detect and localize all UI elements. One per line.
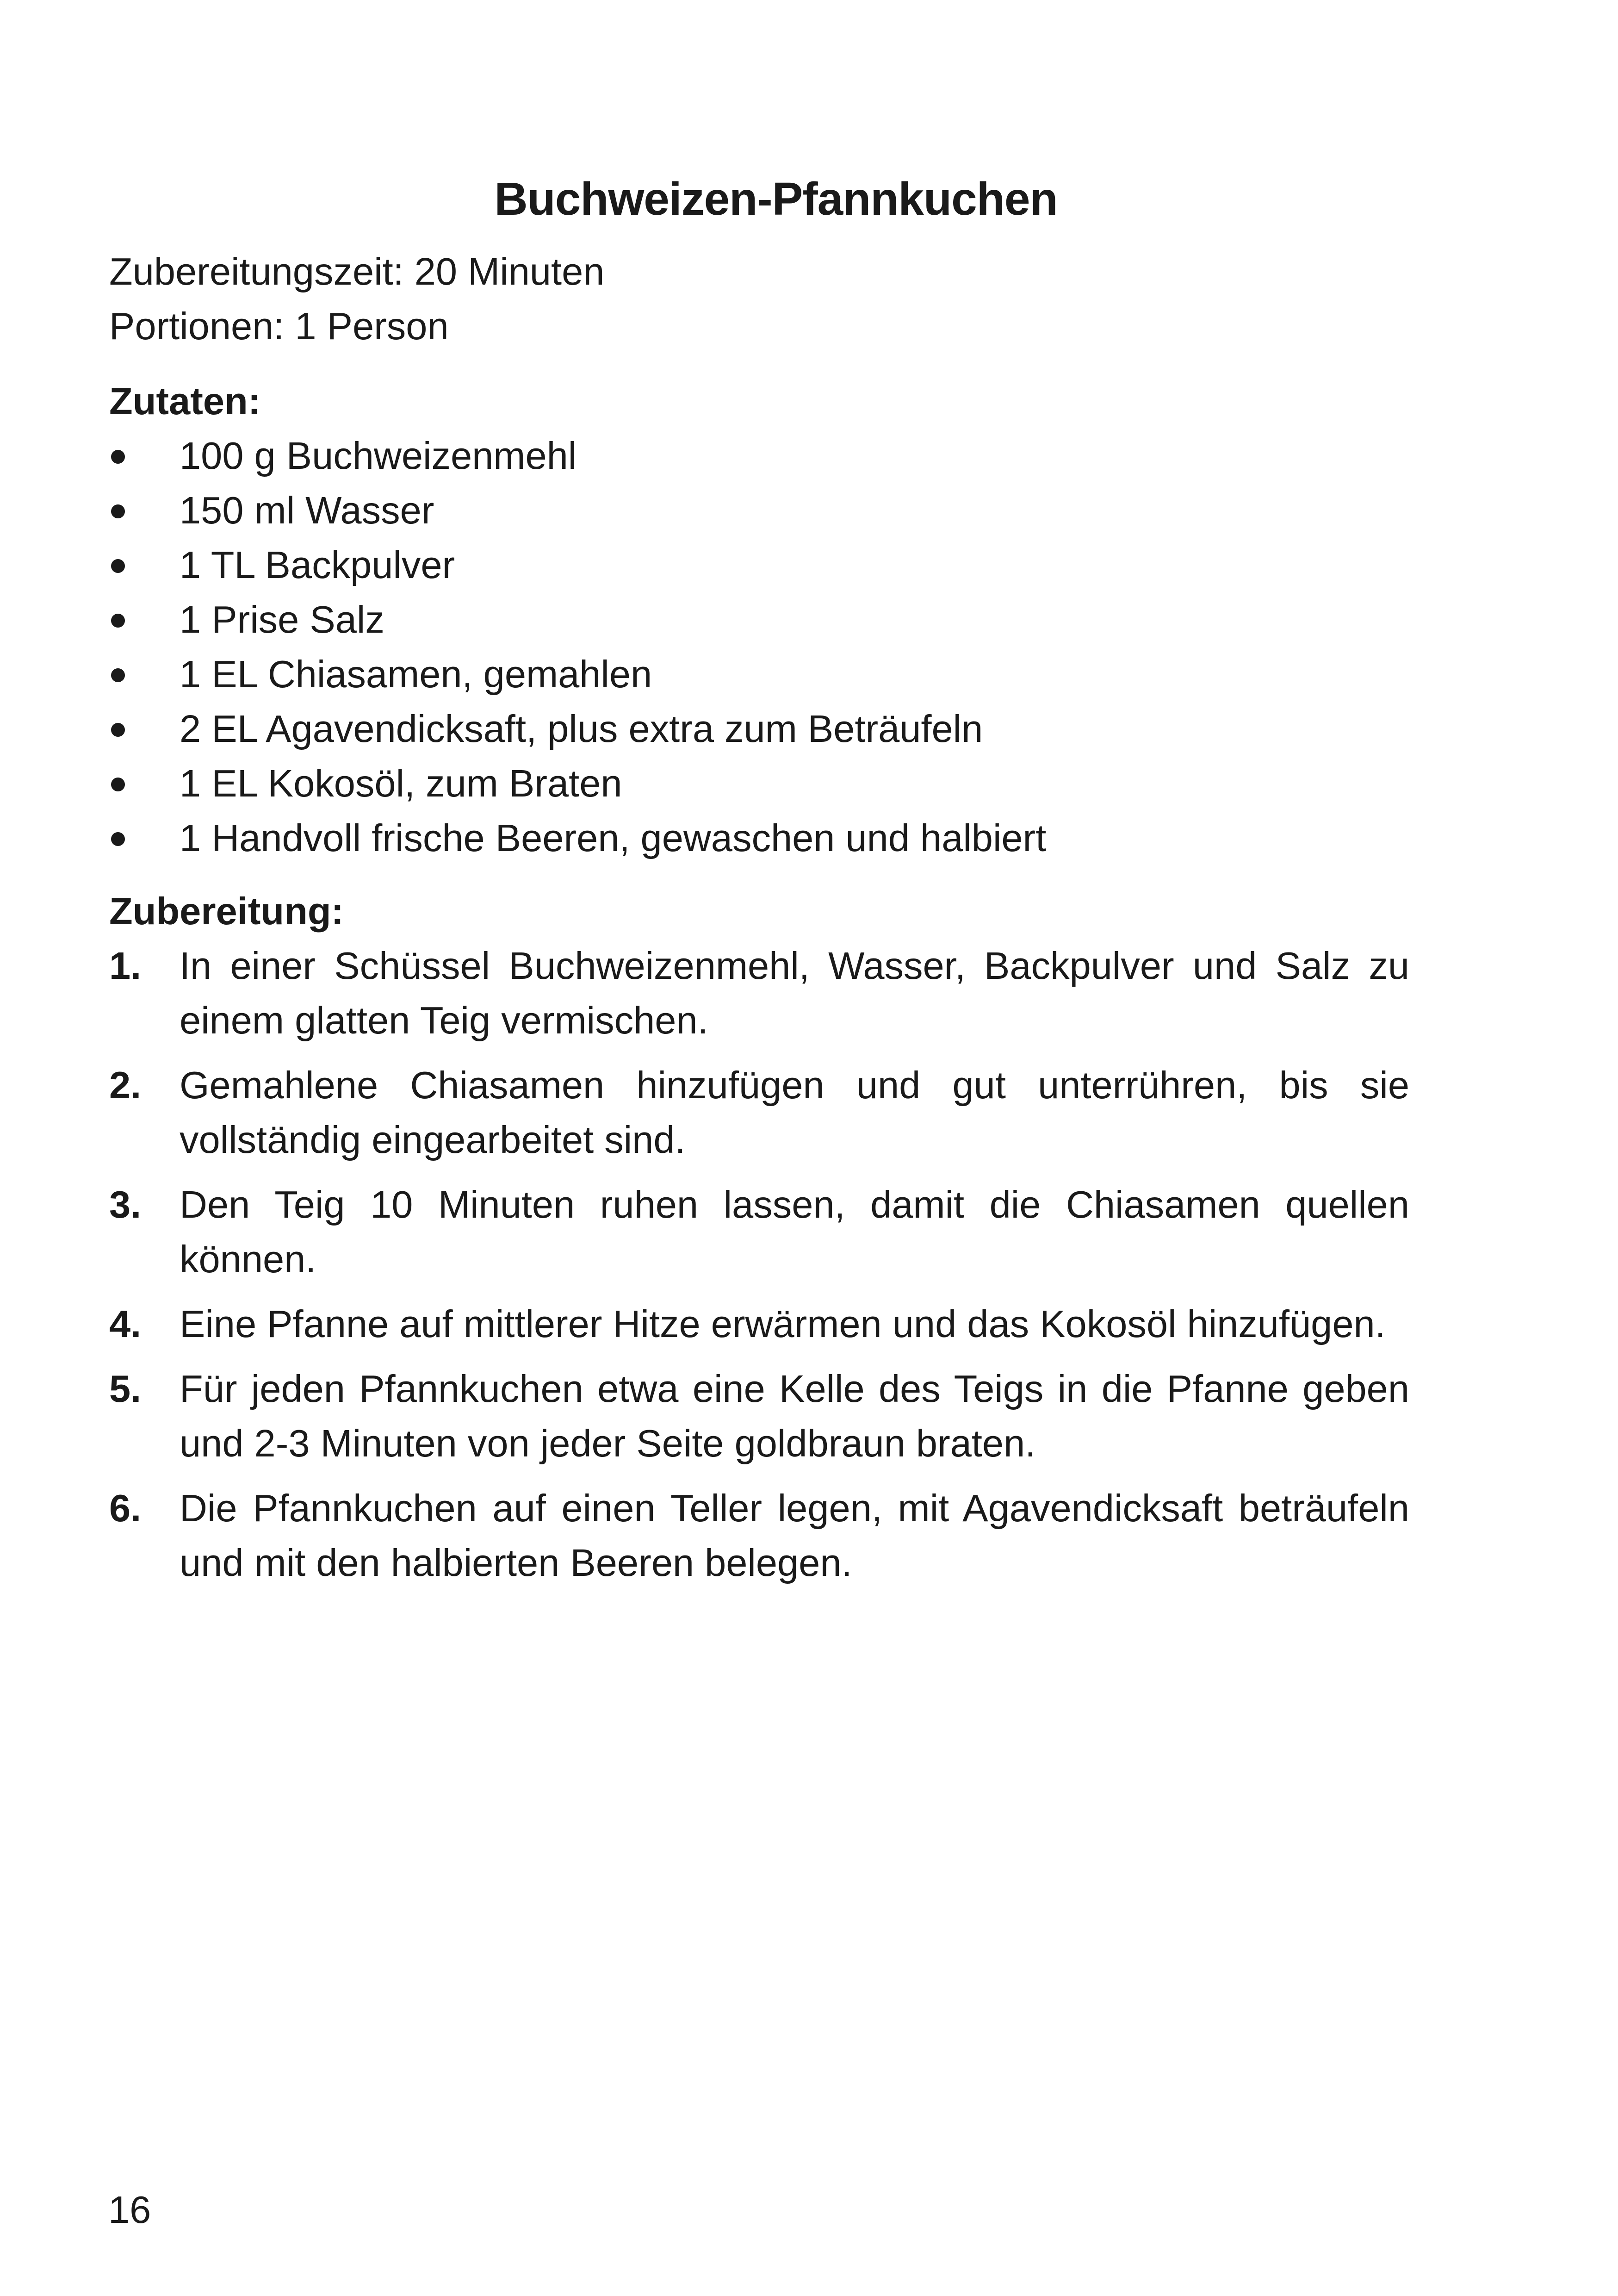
- bullet-icon: [111, 668, 125, 682]
- step-number: 6.: [109, 1487, 142, 1530]
- ingredient-item: [109, 592, 1409, 647]
- ingredient-item: [109, 756, 1409, 811]
- page-number: 16: [108, 2188, 151, 2231]
- ingredient-text: 150 ml Wasser: [180, 489, 434, 532]
- step-text: Eine Pfanne auf mittlerer Hitze erwärmen und das Kokosöl hinzufügen.: [180, 1302, 1386, 1345]
- ingredient-item: [109, 538, 1409, 592]
- step-item: [109, 1297, 1409, 1351]
- ingredient-text: 100 g Buchweizenmehl: [180, 434, 577, 477]
- ingredient-item: [109, 483, 1409, 538]
- bullet-icon: [111, 723, 125, 737]
- recipe-content: [109, 171, 1409, 1600]
- step-item: [109, 1481, 1409, 1590]
- step-number: 1.: [109, 944, 142, 987]
- ingredient-text: 1 EL Kokosöl, zum Braten: [180, 762, 622, 805]
- ingredient-item: [109, 811, 1409, 865]
- ingredients-list: [109, 429, 1409, 865]
- step-text: Den Teig 10 Minuten ruhen lassen, damit die Chiasamen quellen können.: [180, 1183, 1409, 1281]
- ingredient-text: 2 EL Agavendicksaft, plus extra zum Beträufeln: [180, 707, 983, 750]
- step-item: [109, 1362, 1409, 1471]
- ingredient-text: 1 Handvoll frische Beeren, gewaschen und halbiert: [180, 816, 1047, 859]
- ingredient-item: [109, 702, 1409, 756]
- step-text: In einer Schüssel Buchweizenmehl, Wasser, Backpulver und Salz zu einem glatten Teig vermischen.: [180, 944, 1409, 1042]
- bullet-icon: [111, 504, 125, 518]
- step-number: 5.: [109, 1367, 142, 1410]
- step-text: Für jeden Pfannkuchen etwa eine Kelle des Teigs in die Pfanne geben und 2-3 Minuten von jeder Seite goldbraun braten.: [180, 1367, 1409, 1465]
- recipe-title: Buchweizen-Pfannkuchen: [494, 173, 1058, 225]
- recipe-meta: [109, 244, 1409, 354]
- prep-time: Zubereitungszeit: 20 Minuten: [109, 250, 605, 293]
- step-text: Gemahlene Chiasamen hinzufügen und gut unterrühren, bis sie vollständig eingearbeitet sind.: [180, 1064, 1409, 1161]
- bullet-icon: [111, 778, 125, 791]
- ingredient-item: [109, 429, 1409, 483]
- bullet-icon: [111, 559, 125, 573]
- step-number: 3.: [109, 1183, 142, 1226]
- step-item: [109, 1177, 1409, 1287]
- step-number: 2.: [109, 1064, 142, 1107]
- ingredients-heading: Zutaten:: [109, 380, 261, 423]
- ingredient-text: 1 Prise Salz: [180, 598, 384, 641]
- bullet-icon: [111, 614, 125, 628]
- step-text: Die Pfannkuchen auf einen Teller legen, mit Agavendicksaft beträufeln und mit den halbierten Beeren belegen.: [180, 1487, 1409, 1584]
- ingredient-text: 1 TL Backpulver: [180, 543, 455, 586]
- bullet-icon: [111, 832, 125, 846]
- servings: Portionen: 1 Person: [109, 305, 449, 348]
- step-number: 4.: [109, 1302, 142, 1345]
- step-item: [109, 939, 1409, 1048]
- step-item: [109, 1058, 1409, 1167]
- ingredient-text: 1 EL Chiasamen, gemahlen: [180, 653, 652, 696]
- steps-list: [109, 939, 1409, 1590]
- ingredient-item: [109, 647, 1409, 702]
- bullet-icon: [111, 450, 125, 464]
- steps-heading: Zubereitung:: [109, 890, 344, 933]
